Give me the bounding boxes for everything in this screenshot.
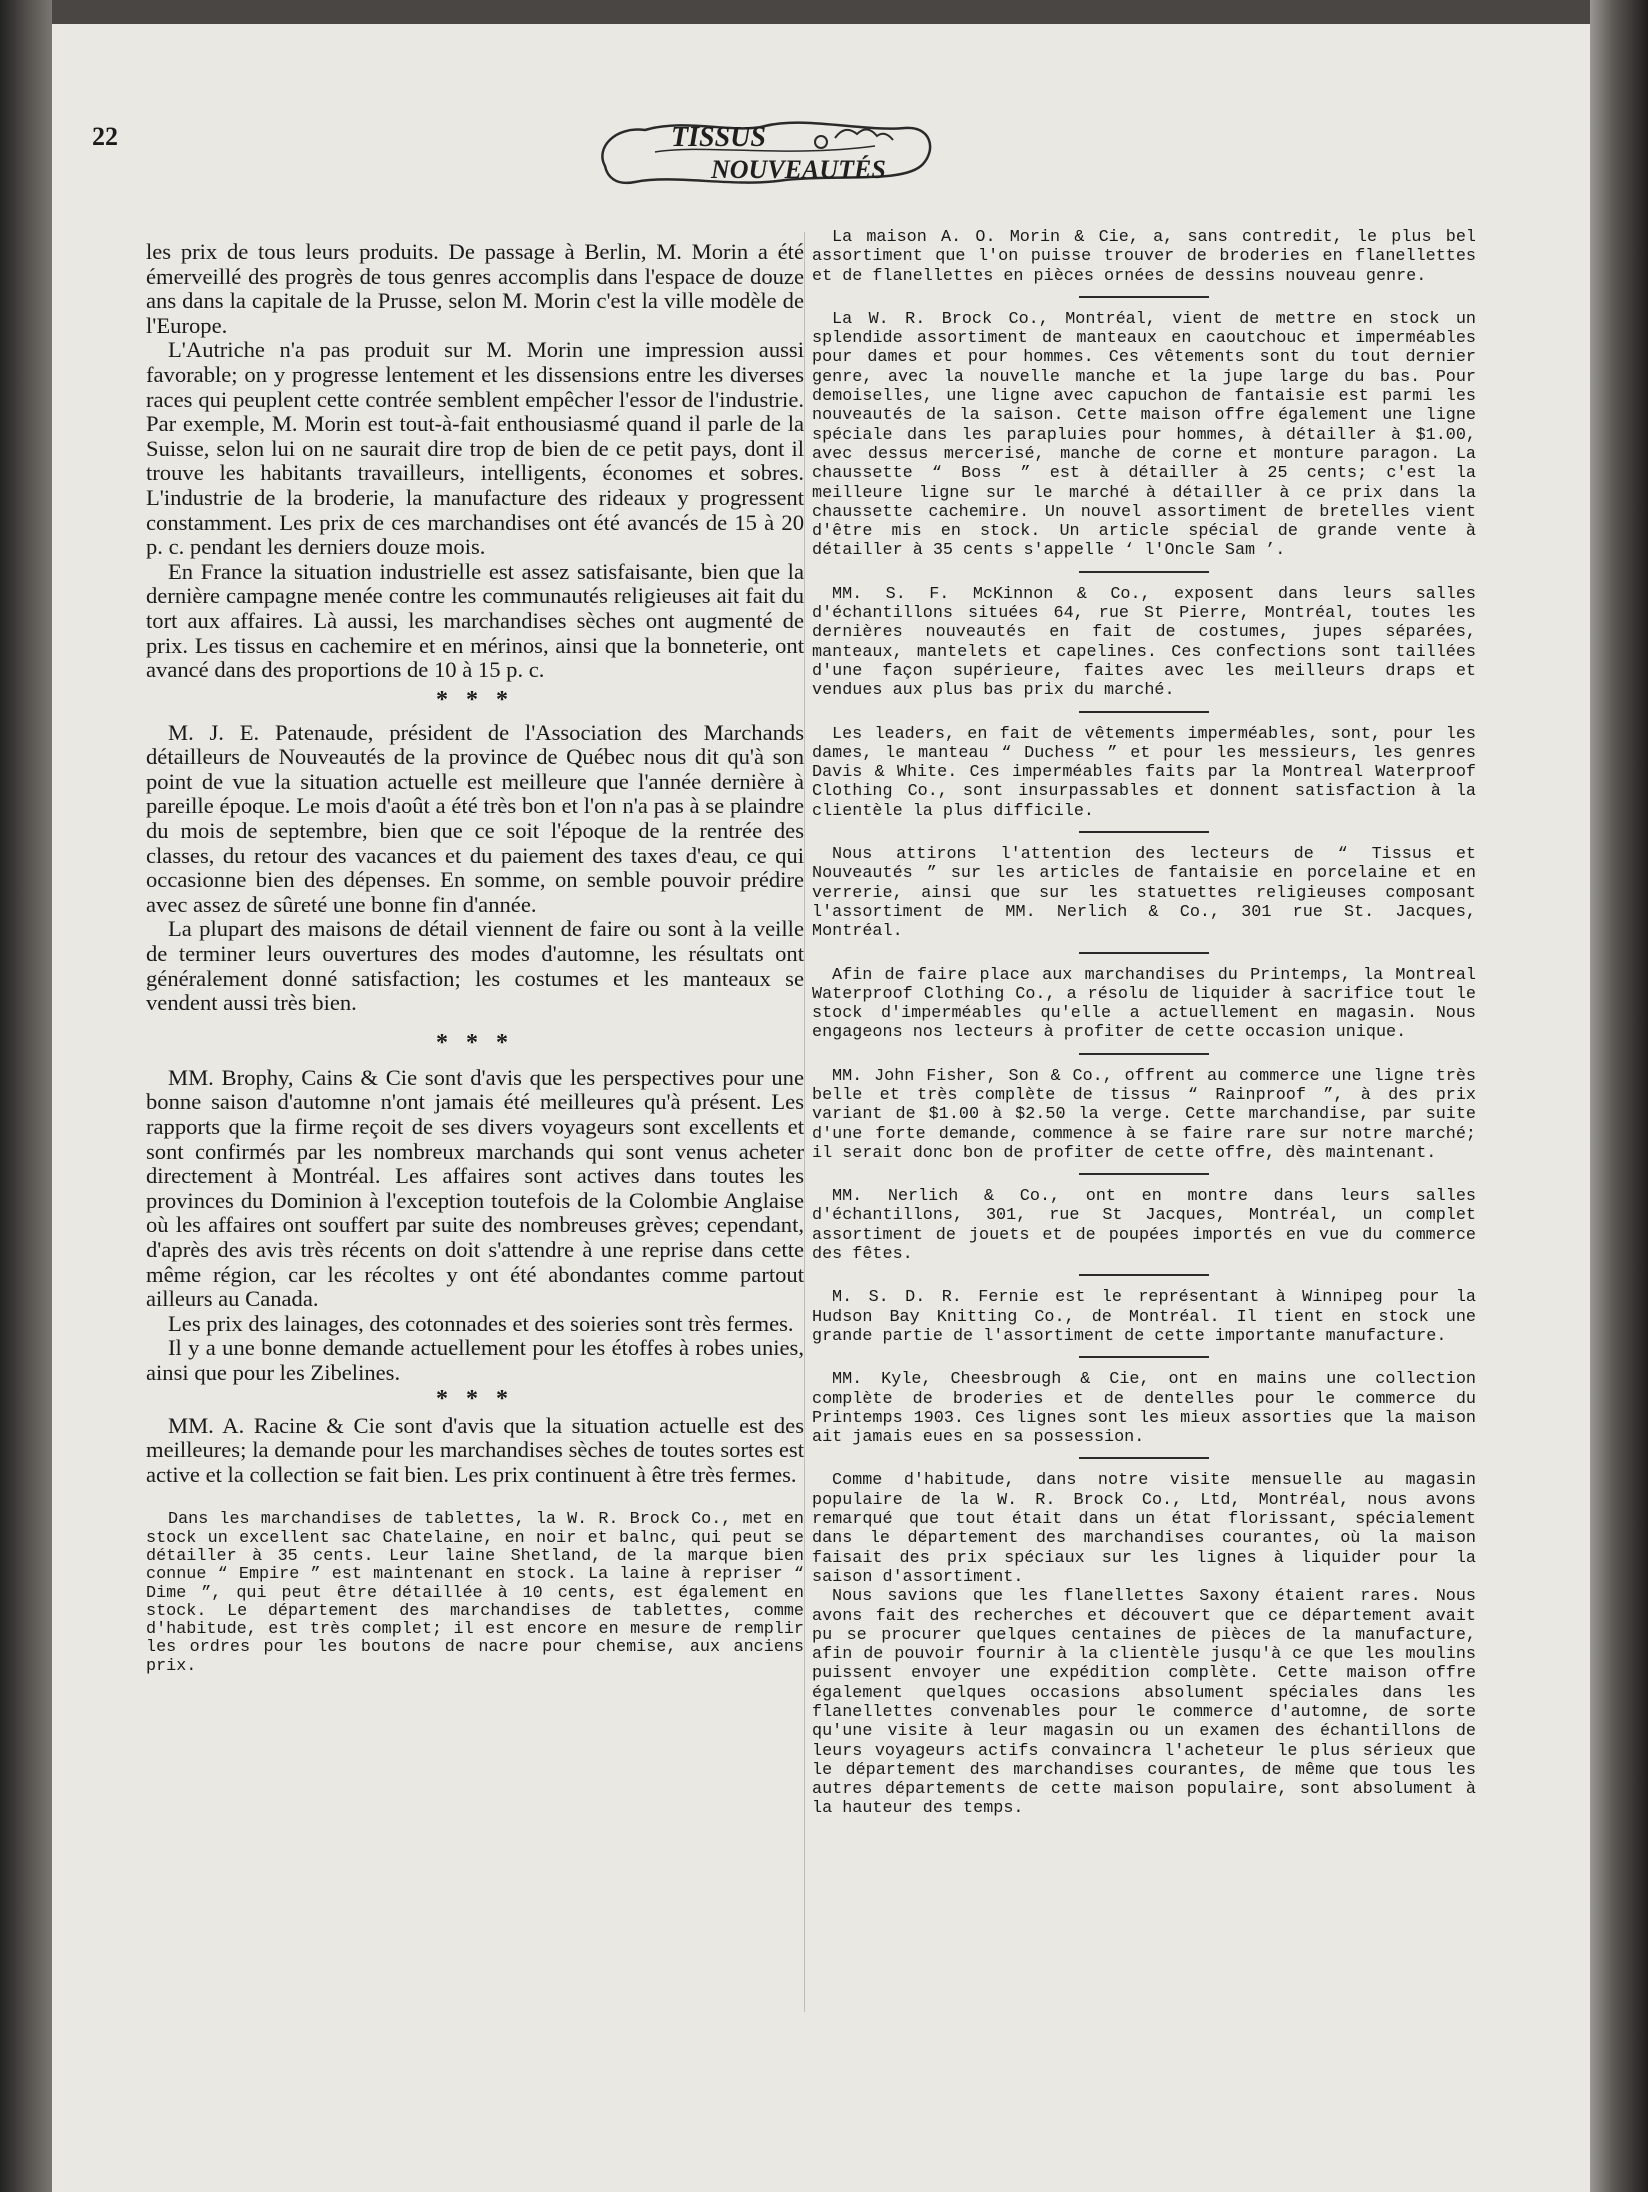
article-paragraph: Il y a une bonne demande actuellement pour les étoffes à robes unies, ainsi que pour les Zibelines. [146,1335,804,1385]
trade-notice: M. S. D. R. Fernie est le représentant à Winnipeg pour la Hudson Bay Knitting Co., de Montréal. Il tient en stock une grande partie de l'assortiment de cette importante manufacture. [812,1288,1476,1346]
masthead-title-top: TISSUS [671,122,766,153]
notice-divider [1079,296,1209,298]
article-paragraph: L'Autriche n'a pas produit sur M. Morin une impression aussi favorable; on y progresse lentement et les dissensions entre les diverses races qui peuplent cette contrée semblent empêcher l'essor de l'industrie. Par exemple, M. Morin est tout-à-fait enthousiasmé quand il parle de la Suisse, selon lui on ne saurait dire trop de bien de ce petit pays, dont il trouve les habitants travailleurs, intelligents, économes et sobres. L'industrie de la broderie, la manufacture des rideaux y progressent constamment. Les prix de ces marchandises ont été avancés de 15 à 20 p. c. pendant les derniers douze mois. [146,337,804,560]
article-paragraph: les prix de tous leurs produits. De passage à Berlin, M. Morin a été émerveillé des progrès de tous genres accomplis dans l'espace de douze ans dans la capitale de la Prusse, selon M. Morin c'est la ville modèle de l'Europe. [146,239,804,338]
section-separator-stars: * * * [436,686,514,713]
column-divider [804,232,805,2012]
notice-divider [1079,571,1209,573]
article-paragraph: La plupart des maisons de détail viennent de faire ou sont à la veille de terminer leurs ouvertures des modes d'automne, les résultats ont généralement donné satisfaction; les costumes et les manteaux se vendent aussi très bien. [146,916,804,1016]
notice-divider [1079,952,1209,954]
section-separator-stars: * * * [436,1385,514,1412]
article-paragraph: Les prix des lainages, des cotonnades et des soieries sont très fermes. [168,1310,794,1336]
page-number: 22 [92,122,118,151]
masthead-title-bottom: NOUVEAUTÉS [711,155,886,184]
notice-divider [1079,831,1209,833]
brief-notice: Dans les marchandises de tablettes, la W. R. Brock Co., met en stock un excellent sac Chatelaine, en noir et balnc, qui peut se détailler à 35 cents. Leur laine Shetland, de la marque bien connue “ Empire ” est maintenant en stock. La laine à repriser “ Dime ”, qui peut être détaillée à 10 cents, est également en stock. Le département des marchandises de tablettes, comme d'habitude, est très complet; il est encore en mesure de remplir les ordres pour les boutons de nacre pour chemise, aux anciens prix. [146,1510,804,1676]
notice-divider [1079,1053,1209,1055]
trade-notice: La W. R. Brock Co., Montréal, vient de mettre en stock un splendide assortiment de manteaux en caoutchouc et imperméables pour dames et pour hommes. Ces vêtements sont du tout dernier genre, avec la nouvelle manche et la jupe large du bas. Pour demoiselles, une ligne avec capuchon de fantaisie est parmi les nouveautés de la saison. Cette maison offre également une ligne spéciale dans les parapluies pour hommes, à détailler à $1.00, avec dessus mercerisé, manche de corne et monture paragon. La chaussette “ Boss ” est à détailler à 25 cents; c'est la meilleure ligne sur le marché à détailler à ce prix dans la chaussette cachemire. Un nouvel assortiment de bretelles vient d'être mis en stock. Un article spécial de grande vente à détailler à 35 cents s'appelle ‘ l'Oncle Sam ’. [812,309,1476,561]
section-separator-stars: * * * [436,1029,514,1056]
article-paragraph: MM. A. Racine & Cie sont d'avis que la situation actuelle est des meilleures; la demande pour les marchandises sèches de toutes sortes est active et la collection se fait bien. Les prix continuent à être très fermes. [146,1412,804,1487]
article-paragraph: MM. Brophy, Cains & Cie sont d'avis que les perspectives pour une bonne saison d'automne n'ont jamais été meilleures qu'à présent. Les rapports que la firme reçoit de ses divers voyageurs sont excellents et sont confirmés par les nombreux marchands qui sont venus acheter directement à Montréal. Les affaires sont actives dans toutes les provinces du Dominion à l'exception toutefois de la Colombie Anglaise où les affaires ont souffert par suite des nombreuses grèves; cependant, d'après des avis très récents on doit s'attendre à une reprise dans cette même région, car les récoltes y ont été abondantes comme partout ailleurs au Canada. [146,1064,804,1312]
trade-notice: MM. Nerlich & Co., ont en montre dans leurs salles d'échantillons, 301, rue St Jacques, Montréal, un complet assortiment de jouets et de poupées importés en vue du commerce des fêtes. [812,1187,1476,1265]
article-paragraph: M. J. E. Patenaude, président de l'Association des Marchands détailleurs de Nouveautés de la province de Québec nous dit qu'à son point de vue la situation actuelle est meilleure que l'année dernière à pareille époque. Le mois d'août a été très bon et l'on n'a pas à se plaindre du mois de septembre, bien que ce soit l'époque de la rentrée des classes, du retour des vacances et du paiement des taxes d'eau, ce qui occasionne bien des dépenses. En somme, on semble pouvoir prédire avec assez de sûreté une bonne fin d'année. [146,719,804,917]
trade-notice: MM. S. F. McKinnon & Co., exposent dans leurs salles d'échantillons situées 64, rue St Pierre, Montréal, toutes les dernières nouveautés en fait de costumes, jupes séparées, manteaux, mantelets et capelines. Ces confections sont taillées d'une façon supérieure, faites avec les meilleurs draps et vendues aux plus bas prix du marché. [812,584,1476,701]
left-column [146,240,804,1676]
notice-divider [1079,1274,1209,1276]
book-binding-right [1590,0,1648,2192]
trade-notice: Les leaders, en fait de vêtements imperméables, sont, pour les dames, le manteau “ Duchess ” et pour les messieurs, les genres Davis & White. Ces imperméables faits par la Montreal Waterproof Clothing Co., sont insurpassables et donnent satisfaction à la clientèle la plus difficile. [812,724,1476,821]
trade-notice: MM. Kyle, Cheesbrough & Cie, ont en mains une collection complète de broderies et de dentelles pour le commerce du Printemps 1903. Ces lignes sont les mieux assorties que la maison ait jamais eues en sa possession. [812,1370,1476,1448]
book-binding-left [0,0,52,2192]
right-column [812,228,1476,1819]
trade-notice: Comme d'habitude, dans notre visite mensuelle au magasin populaire de la W. R. Brock Co., Ltd, Montréal, nous avons remarqué que tout était dans un état florissant, spécialement dans le département des marchandises courantes, où la maison faisait des prix spéciaux sur les lignes à liquider pour la saison d'assortiment. [812,1471,1476,1587]
trade-notice: La maison A. O. Morin & Cie, a, sans contredit, le plus bel assortiment que l'on puisse trouver de broderies en flanellettes et de flanellettes en pièces ornées de dessins nouveau genre. [812,228,1476,286]
notice-divider [1079,711,1209,713]
trade-notice: Afin de faire place aux marchandises du Printemps, la Montreal Waterproof Clothing Co., a résolu de liquider à sacrifice tout le stock d'imperméables qu'elle a actuellement en magasin. Nous engageons nos lecteurs à profiter de cette occasion unique. [812,965,1476,1043]
trade-notice: Nous attirons l'attention des lecteurs de “ Tissus et Nouveautés ” sur les articles de fantaisie en porcelaine et en verrerie, ainsi que sur les statuettes religieuses composant l'assortiment de MM. Nerlich & Co., 301 rue St. Jacques, Montréal. [812,845,1476,942]
notice-divider [1079,1356,1209,1358]
notice-divider [1079,1173,1209,1175]
trade-notice: Nous savions que les flanellettes Saxony étaient rares. Nous avons fait des recherches et découvert que ce département avait pu se procurer quelques centaines de pièces de la manufacture, afin de pouvoir fournir à la clientèle jusqu'à ce que les moulins puissent envoyer une expédition complète. Cette maison offre également quelques occasions absolument spéciales dans les flanellettes convenables pour le commerce d'automne, de sorte qu'une visite à leur magasin ou un examen des échantillons de leurs voyageurs actifs convaincra l'acheteur le plus sérieux que le département des marchandises courantes, de même que tous les autres départements de cette maison populaire, sont absolument à la hauteur des temps. [812,1587,1476,1819]
article-paragraph: En France la situation industrielle est assez satisfaisante, bien que la dernière campagne menée contre les communautés religieuses ait fait du tort aux affaires. Là aussi, les marchandises sèches ont augmenté de prix. Les tissus en cachemire et en mérinos, ainsi que la bonneterie, ont avancé dans des proportions de 10 à 15 p. c. [146,558,804,683]
notice-divider [1079,1457,1209,1459]
trade-notice: MM. John Fisher, Son & Co., offrent au commerce une ligne très belle et très complète de tissus “ Rainproof ”, à des prix variant de $1.00 à $2.50 la verge. Cette marchandise, par suite d'une forte demande, commence à se faire rare sur notre marché; il serait donc bon de profiter de cette offre, dès maintenant. [812,1066,1476,1163]
masthead-logo [585,108,945,192]
